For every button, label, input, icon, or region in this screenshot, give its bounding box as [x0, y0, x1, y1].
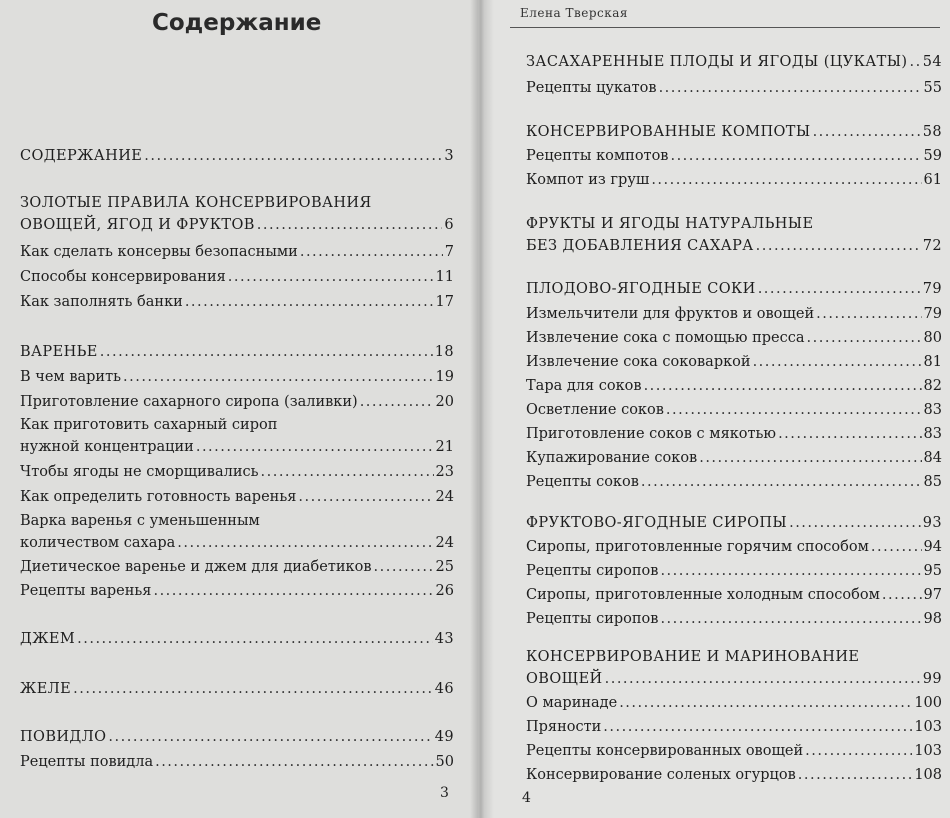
toc-entry-page: 58: [922, 124, 942, 140]
toc-entry-page: 79: [922, 281, 942, 297]
dot-leader: [758, 279, 921, 299]
toc-entry: [20, 629, 454, 649]
toc-entry-page: 19: [435, 369, 454, 385]
toc-entry: [20, 437, 454, 457]
toc-entry-page: 24: [435, 489, 454, 505]
toc-entry-page: 6: [444, 217, 454, 233]
toc-entry: [526, 717, 942, 737]
dot-leader: [659, 78, 922, 98]
toc-entry-page: 23: [435, 464, 454, 480]
dot-leader: [605, 669, 921, 689]
toc-entry: [20, 533, 454, 553]
toc-entry: [526, 400, 942, 420]
toc-entry-title: Рецепты консервированных овощей: [526, 743, 804, 759]
dot-leader: [699, 448, 921, 468]
dot-leader: [603, 717, 912, 737]
toc-entry-page: 83: [923, 426, 942, 442]
toc-entry: [20, 462, 454, 482]
toc-entry-title: Как сделать консервы безопасными: [20, 244, 298, 260]
toc-entry-title: Сиропы, приготовленные холодным способом: [526, 587, 880, 603]
dot-leader: [100, 342, 433, 362]
toc-entry: [526, 52, 942, 72]
toc-entry: [20, 727, 454, 747]
dot-leader: [77, 629, 433, 649]
toc-entry-title: СОДЕРЖАНИЕ: [20, 148, 143, 164]
dot-leader: [816, 304, 921, 324]
toc-entry-title: Измельчители для фруктов и овощей: [526, 306, 815, 322]
dot-leader: [756, 236, 921, 256]
toc-entry-page: 81: [923, 354, 942, 370]
dot-leader: [670, 146, 921, 166]
toc-entry-title: ЗАСАХАРЕННЫЕ ПЛОДЫ И ЯГОДЫ (ЦУКАТЫ): [526, 54, 908, 70]
toc-entry-title: Как заполнять банки: [20, 294, 183, 310]
toc-entry-page: 49: [434, 729, 454, 745]
dot-leader: [813, 122, 921, 142]
toc-entry-title: Варка варенья с уменьшенным: [20, 513, 260, 529]
toc-entry: [526, 669, 942, 689]
toc-entry: [526, 537, 942, 557]
dot-leader: [871, 537, 922, 557]
toc-entry-title: КОНСЕРВИРОВАННЫЕ КОМПОТЫ: [526, 124, 811, 140]
running-head-rule: [510, 27, 940, 28]
toc-entry-page: 11: [435, 269, 454, 285]
dot-leader: [807, 328, 922, 348]
running-head: Елена Тверская: [520, 6, 628, 20]
toc-entry-title: Как приготовить сахарный сироп: [20, 417, 278, 433]
dot-leader: [909, 52, 920, 72]
toc-entry-page: 7: [444, 244, 454, 260]
toc-entry: [526, 693, 942, 713]
toc-entry-title: ОВОЩЕЙ: [526, 671, 603, 687]
toc-entry-title: Чтобы ягоды не сморщивались: [20, 464, 259, 480]
toc-entry: [526, 352, 942, 372]
toc-entry-title: В чем варить: [20, 369, 121, 385]
toc-entry: [20, 215, 454, 235]
dot-leader: [155, 752, 433, 772]
toc-entry: [20, 557, 454, 577]
toc-entry-title: ПОВИДЛО: [20, 729, 107, 745]
toc-entry-title: Приготовление сахарного сиропа (заливки): [20, 394, 358, 410]
toc-entry-page: 103: [914, 743, 942, 759]
toc-entry: [526, 170, 942, 190]
toc-entry-page: 83: [923, 402, 942, 418]
toc-entry-page: 108: [914, 767, 942, 783]
dot-leader: [753, 352, 922, 372]
dot-leader: [789, 513, 921, 533]
dot-leader: [257, 215, 443, 235]
toc-entry-title: Рецепты сиропов: [526, 563, 659, 579]
toc-entry-page: 79: [923, 306, 942, 322]
toc-entry-page: 20: [435, 394, 454, 410]
toc-entry: [20, 242, 454, 262]
toc-entry: [526, 561, 942, 581]
toc-entry-title: количеством сахара: [20, 535, 176, 551]
contents-heading: Содержание: [152, 10, 322, 36]
dot-leader: [778, 424, 921, 444]
toc-entry: [526, 376, 942, 396]
toc-entry-page: 99: [922, 671, 942, 687]
toc-entry: [526, 236, 942, 256]
dot-leader: [298, 487, 433, 507]
toc-entry-page: 21: [435, 439, 454, 455]
dot-leader: [73, 679, 433, 699]
toc-entry-title: Осветление соков: [526, 402, 664, 418]
toc-entry-title: Рецепты повидла: [20, 754, 154, 770]
toc-entry: [20, 267, 454, 287]
dot-leader: [123, 367, 434, 387]
toc-entry-page: 24: [435, 535, 454, 551]
dot-leader: [374, 557, 434, 577]
toc-entry-title: ФРУКТЫ И ЯГОДЫ НАТУРАЛЬНЫЕ: [526, 216, 814, 232]
toc-entry-page: 98: [923, 611, 942, 627]
toc-entry-title: О маринаде: [526, 695, 618, 711]
toc-entry-page: 95: [923, 563, 942, 579]
toc-entry-page: 94: [923, 539, 942, 555]
toc-entry-title: КОНСЕРВИРОВАНИЕ И МАРИНОВАНИЕ: [526, 649, 860, 665]
toc-entry: [526, 304, 942, 324]
toc-entry-title: ЗОЛОТЫЕ ПРАВИЛА КОНСЕРВИРОВАНИЯ: [20, 195, 372, 211]
toc-entry-page: 25: [435, 559, 454, 575]
toc-entry-title: Рецепты цукатов: [526, 80, 657, 96]
toc-entry-page: 100: [914, 695, 942, 711]
dot-leader: [300, 242, 443, 262]
toc-entry: [526, 146, 942, 166]
toc-entry-page: 72: [922, 238, 942, 254]
toc-entry-title: Рецепты компотов: [526, 148, 669, 164]
toc-entry-page: 82: [923, 378, 942, 394]
toc-entry-title: нужной концентрации: [20, 439, 194, 455]
toc-entry-page: 50: [435, 754, 454, 770]
toc-entry: [20, 487, 454, 507]
right-page-number: 4: [522, 790, 531, 806]
toc-entry-title: ФРУКТОВО-ЯГОДНЫЕ СИРОПЫ: [526, 515, 788, 531]
dot-leader: [153, 581, 433, 601]
toc-entry-title: Тара для соков: [526, 378, 642, 394]
toc-entry-title: Способы консервирования: [20, 269, 226, 285]
toc-entry: [20, 146, 454, 166]
toc-entry-page: 59: [923, 148, 942, 164]
toc-entry-page: 97: [923, 587, 942, 603]
toc-entry-title: Рецепты варенья: [20, 583, 152, 599]
dot-leader: [641, 472, 922, 492]
dot-leader: [882, 585, 922, 605]
toc-entry: [20, 392, 454, 412]
toc-entry-title: ПЛОДОВО-ЯГОДНЫЕ СОКИ: [526, 281, 756, 297]
toc-entry-title: Рецепты соков: [526, 474, 639, 490]
toc-entry-page: 61: [923, 172, 942, 188]
toc-entry-page: 17: [435, 294, 454, 310]
dot-leader: [360, 392, 434, 412]
left-page-number: 3: [440, 785, 449, 801]
right-page: [478, 0, 950, 818]
toc-entry-title: Консервирование соленых огурцов: [526, 767, 796, 783]
toc-entry-title: Диетическое варенье и джем для диабетиков: [20, 559, 372, 575]
toc-entry-title: Купажирование соков: [526, 450, 698, 466]
dot-leader: [196, 437, 434, 457]
toc-entry: [20, 342, 454, 362]
dot-leader: [644, 376, 922, 396]
toc-entry-page: 18: [434, 344, 454, 360]
toc-entry-page: 103: [914, 719, 942, 735]
toc-entry-page: 80: [923, 330, 942, 346]
toc-entry: [526, 122, 942, 142]
toc-entry-title: ЖЕЛЕ: [20, 681, 72, 697]
dot-leader: [619, 693, 912, 713]
toc-entry-page: 43: [434, 631, 454, 647]
toc-entry-title: Извлечение сока соковаркой: [526, 354, 751, 370]
dot-leader: [651, 170, 921, 190]
toc-entry-page: 84: [923, 450, 942, 466]
toc-entry: [526, 78, 942, 98]
toc-entry: [20, 581, 454, 601]
toc-entry: [526, 741, 942, 761]
toc-entry-title: Сиропы, приготовленные горячим способом: [526, 539, 869, 555]
toc-entry: [20, 292, 454, 312]
dot-leader: [108, 727, 432, 747]
toc-entry-title: Как определить готовность варенья: [20, 489, 297, 505]
toc-entry-title: БЕЗ ДОБАВЛЕНИЯ САХАРА: [526, 238, 754, 254]
toc-entry-page: 3: [444, 148, 454, 164]
toc-entry: [20, 679, 454, 699]
toc-entry: [526, 424, 942, 444]
dot-leader: [261, 462, 434, 482]
toc-entry-title: ВАРЕНЬЕ: [20, 344, 98, 360]
toc-entry-title: ОВОЩЕЙ, ЯГОД И ФРУКТОВ: [20, 217, 255, 233]
toc-entry-page: 93: [922, 515, 942, 531]
dot-leader: [660, 609, 921, 629]
toc-entry-title: Извлечение сока с помощью пресса: [526, 330, 805, 346]
dot-leader: [660, 561, 921, 581]
dot-leader: [805, 741, 912, 761]
toc-entry: [526, 448, 942, 468]
toc-entry-title: Рецепты сиропов: [526, 611, 659, 627]
dot-leader: [666, 400, 922, 420]
toc-entry: [20, 752, 454, 772]
dot-leader: [177, 533, 433, 553]
toc-entry-title: Компот из груш: [526, 172, 650, 188]
dot-leader: [228, 267, 434, 287]
toc-entry-page: 55: [923, 80, 942, 96]
dot-leader: [185, 292, 434, 312]
toc-entry: [526, 609, 942, 629]
toc-entry: [20, 367, 454, 387]
toc-entry: [526, 472, 942, 492]
dot-leader: [798, 765, 913, 785]
toc-entry-page: 46: [434, 681, 454, 697]
toc-entry: [526, 585, 942, 605]
toc-entry-title: Пряности: [526, 719, 602, 735]
dot-leader: [144, 146, 442, 166]
book-gutter: [470, 0, 494, 818]
toc-entry: [526, 279, 942, 299]
toc-entry-page: 85: [923, 474, 942, 490]
toc-entry-page: 54: [922, 54, 942, 70]
toc-entry-title: ДЖЕМ: [20, 631, 76, 647]
toc-entry-title: Приготовление соков с мякотью: [526, 426, 777, 442]
toc-entry: [526, 513, 942, 533]
toc-entry: [526, 765, 942, 785]
toc-entry-page: 26: [435, 583, 454, 599]
toc-entry: [526, 328, 942, 348]
